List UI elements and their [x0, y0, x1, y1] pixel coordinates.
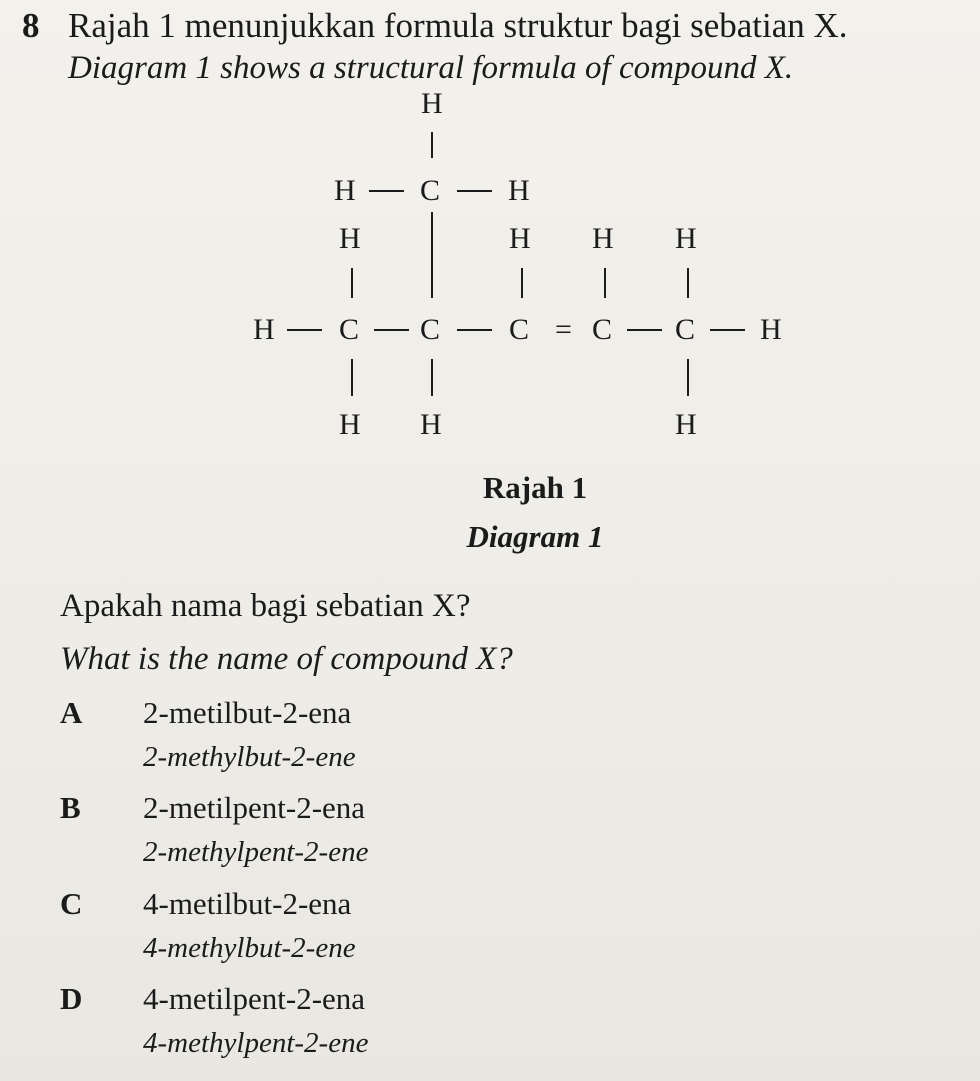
atom-h-c3-top: H: [509, 222, 531, 255]
atom-c2: C: [420, 313, 441, 346]
atom-c3: C: [509, 313, 530, 346]
atom-c1: C: [339, 313, 360, 346]
atom-h-c1-top: H: [339, 222, 361, 255]
atom-h-c1-bottom: H: [339, 408, 361, 441]
option-c-malay: 4-metilbut-2-ena: [143, 886, 352, 921]
atom-h-c5-bottom: H: [675, 408, 697, 441]
structural-formula-diagram: [0, 0, 980, 470]
atom-c5: C: [675, 313, 696, 346]
option-c-letter: C: [60, 886, 83, 921]
prompt-english: What is the name of compound X?: [60, 641, 513, 677]
option-a-letter: A: [60, 695, 83, 730]
option-d-english: 4-methylpent-2-ene: [143, 1027, 369, 1059]
option-d-letter: D: [60, 981, 83, 1016]
option-a-malay: 2-metilbut-2-ena: [143, 695, 352, 730]
atom-h-c2-bottom: H: [420, 408, 442, 441]
option-b-english: 2-methylpent-2-ene: [143, 836, 369, 868]
option-b-malay: 2-metilpent-2-ena: [143, 790, 366, 825]
option-d-malay: 4-metilpent-2-ena: [143, 981, 366, 1016]
atom-h-chain-left: H: [253, 313, 275, 346]
prompt-malay: Apakah nama bagi sebatian X?: [60, 588, 471, 624]
atom-h-branch-right: H: [508, 174, 530, 207]
atom-c-branch: C: [420, 174, 441, 207]
question-text-malay: Rajah 1 menunjukkan formula struktur bagi sebatian X.: [68, 6, 848, 45]
atom-c4: C: [592, 313, 613, 346]
option-b-letter: B: [60, 790, 81, 825]
question-text-english: Diagram 1 shows a structural formula of compound X.: [68, 50, 794, 86]
option-c-english: 4-methylbut-2-ene: [143, 932, 356, 964]
atom-h-top: H: [421, 87, 443, 120]
diagram-caption-malay: Rajah 1: [482, 470, 588, 505]
atom-h-branch-left: H: [334, 174, 356, 207]
atom-h-chain-right: H: [760, 313, 782, 346]
diagram-caption-english: Diagram 1: [466, 519, 604, 554]
atom-h-c4-top: H: [592, 222, 614, 255]
atom-h-c5-top: H: [675, 222, 697, 255]
question-number: 8: [22, 6, 40, 45]
option-a-english: 2-methylbut-2-ene: [143, 741, 356, 773]
double-bond-sign: =: [555, 313, 572, 346]
